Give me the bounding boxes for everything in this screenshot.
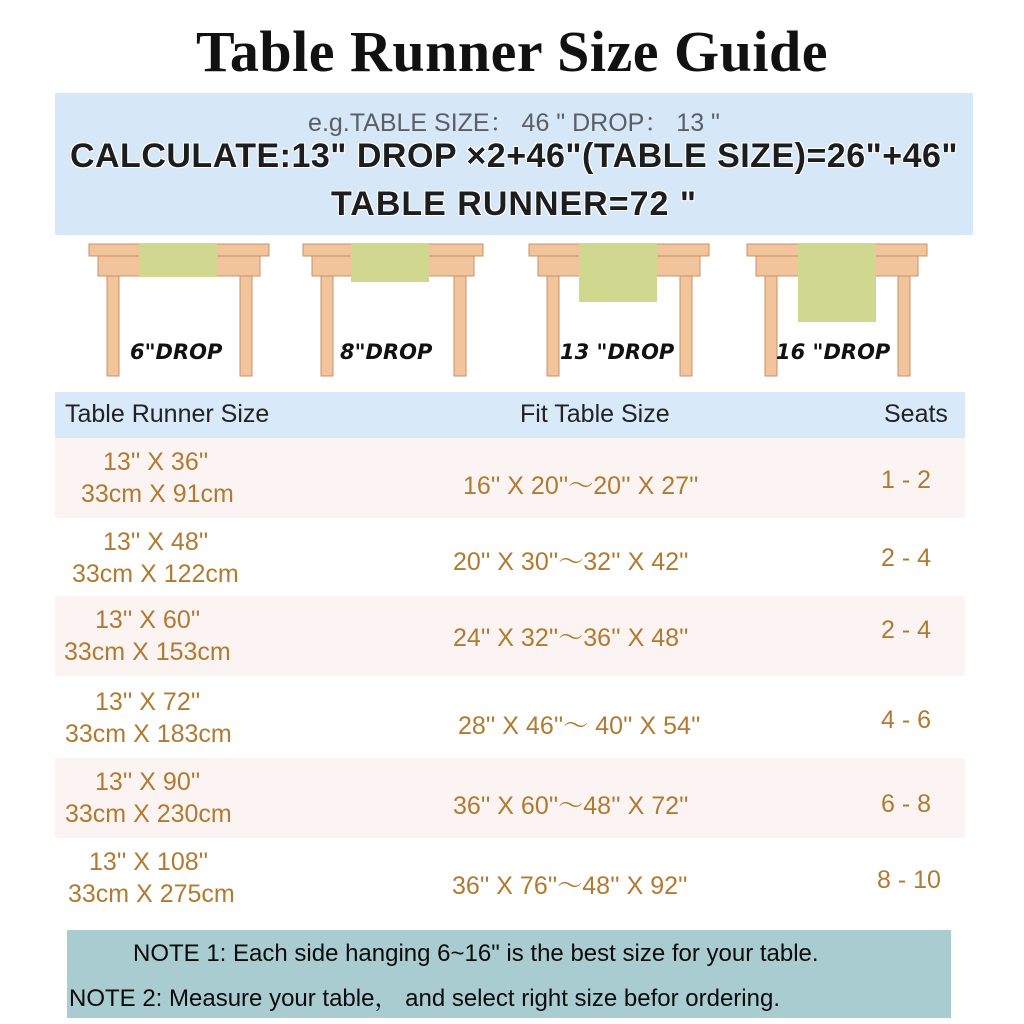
runner-size-inches: 13'' X 108''	[89, 848, 209, 876]
note-1: NOTE 1: Each side hanging 6~16" is the best size for your table.	[133, 940, 819, 967]
runner-size-cm: 33cm X 275cm	[68, 880, 235, 908]
fit-table-size: 28'' X 46''～ 40'' X 54''	[458, 712, 701, 740]
runner-shape	[351, 244, 429, 282]
runner-size-cm: 33cm X 230cm	[65, 800, 232, 828]
drop-label-13: 13 "DROP	[560, 340, 675, 364]
example-calculation: CALCULATE:13" DROP ×2+46"(TABLE SIZE)=26"+46"	[69, 137, 959, 175]
runner-size-inches: 13'' X 90''	[95, 768, 201, 796]
seats: 1 - 2	[881, 466, 932, 494]
table-row	[55, 596, 965, 676]
header-fit-table-size: Fit Table Size	[520, 400, 670, 428]
seats: 2 - 4	[881, 616, 932, 644]
notes-box	[67, 930, 951, 1018]
table-row	[55, 438, 965, 518]
drop-illustrations	[0, 236, 1024, 386]
example-table-size: e.g.TABLE SIZE： 46 " DROP： 13 "	[308, 109, 720, 137]
header-seats: Seats	[884, 400, 948, 428]
seats: 6 - 8	[881, 790, 932, 818]
table-row	[55, 758, 965, 838]
runner-size-cm: 33cm X 183cm	[65, 720, 232, 748]
size-table-header	[55, 392, 965, 438]
fit-table-size: 24'' X 32''～36'' X 48''	[453, 624, 689, 652]
runner-size-inches: 13'' X 48''	[103, 528, 209, 556]
seats: 4 - 6	[881, 706, 932, 734]
runner-shape	[798, 244, 876, 322]
drop-label-16: 16 "DROP	[776, 340, 891, 364]
header-runner-size: Table Runner Size	[65, 400, 270, 428]
seats: 8 - 10	[877, 866, 941, 894]
runner-size-cm: 33cm X 91cm	[81, 480, 234, 508]
fit-table-size: 36'' X 76''～48'' X 92''	[452, 872, 688, 900]
table-row	[55, 838, 965, 918]
fit-table-size: 36'' X 60''～48'' X 72''	[453, 792, 689, 820]
runner-size-cm: 33cm X 122cm	[72, 560, 239, 588]
runner-size-inches: 13'' X 60''	[95, 606, 201, 634]
fit-table-size: 16'' X 20''～20'' X 27''	[463, 472, 699, 500]
drop-label-8: 8"DROP	[340, 340, 433, 364]
drop-label-6: 6"DROP	[130, 340, 223, 364]
runner-shape	[579, 244, 657, 302]
example-result: TABLE RUNNER=72 "	[331, 185, 697, 223]
fit-table-size: 20'' X 30''～32'' X 42''	[453, 548, 689, 576]
runner-size-inches: 13'' X 36''	[103, 448, 209, 476]
page-title: Table Runner Size Guide	[196, 19, 828, 84]
runner-shape	[139, 244, 217, 277]
runner-size-inches: 13'' X 72''	[95, 688, 201, 716]
table-row	[55, 678, 965, 758]
seats: 2 - 4	[881, 544, 932, 572]
runner-size-cm: 33cm X 153cm	[64, 638, 231, 666]
table-row	[55, 518, 965, 598]
example-box	[55, 93, 973, 235]
note-2: NOTE 2: Measure your table， and select right size befor ordering.	[69, 985, 780, 1012]
